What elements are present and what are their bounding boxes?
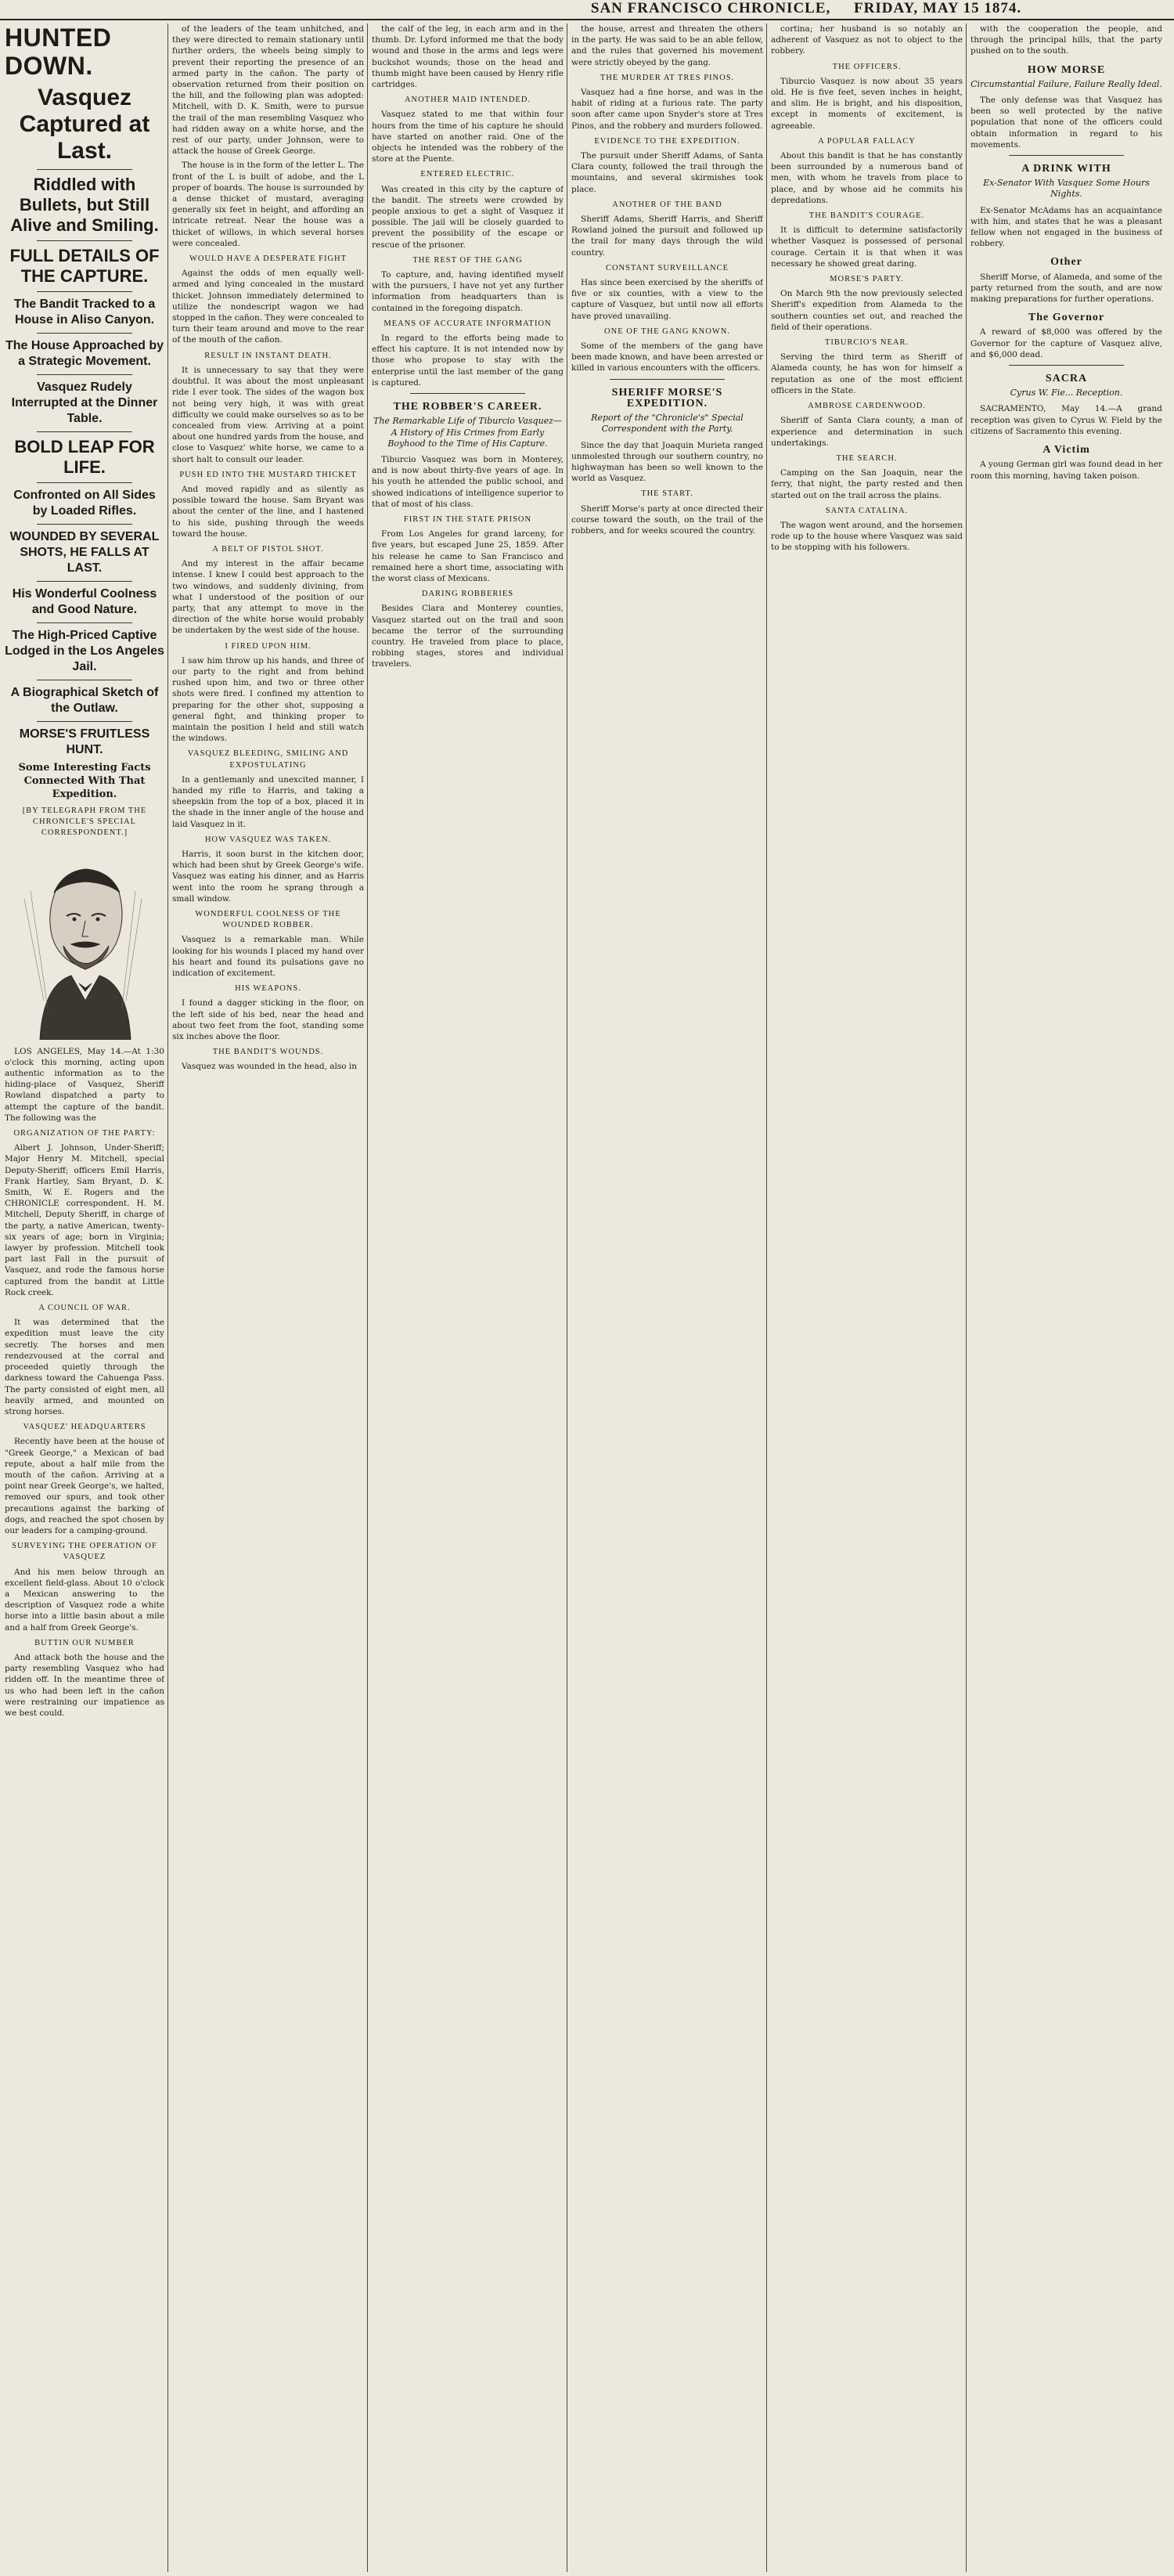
column-2 (172, 23, 364, 2572)
deck-divider (5, 581, 164, 582)
subhead: VASQUEZ' HEADQUARTERS (23, 1423, 146, 1432)
article-title: The Governor (1028, 312, 1105, 324)
article-title: Other (1050, 256, 1082, 269)
deck-divider (5, 431, 164, 432)
subhead: EVIDENCE TO THE EXPEDITION. (594, 136, 740, 146)
paragraph: Albert J. Johnson, Under-Sheriff; Major Henry M. Mitchell, special Deputy-Sheriff; officers Emil Harris, Frank Hartley, Sam Bryant, D. K. Smith, W. E. Rogers and the CHRONICLE correspondent. H. M. Mitchell, Deputy Sheriff, in charge of the party, a native American, twenty-six years of age; born in Virginia; lawyer by profession. Mitchell took part last Fall in the pursuit of Vasquez, and rode the famous horse captured from the bandit at Little Rock creek. (5, 1143, 164, 1297)
column-rule (766, 23, 767, 2572)
paragraph: I found a dagger sticking in the floor, on the left side of his bed, near the head and about two feet from the foot, standing some six inches above the floor. (172, 998, 364, 1042)
subhead: SANTA CATALINA. (825, 506, 909, 515)
subhead: HIS WEAPONS. (235, 984, 301, 994)
subhead: RESULT IN INSTANT DEATH. (204, 351, 332, 360)
subhead: WOULD HAVE A DESPERATE FIGHT (189, 254, 348, 264)
paragraph: And attack both the house and the party resembling Vasquez who had ridden off. In the meantime three of us who had been left in the cañon were restraining our impatience as we best could. (5, 1652, 164, 1718)
paragraph: Camping on the San Joaquin, near the ferry, that night, the party rested and then started out on the trail across the plains. (771, 468, 963, 500)
headline-deck: The Bandit Tracked to a House in Aliso Canyon. (13, 298, 156, 327)
main-headline: HUNTED DOWN. (5, 23, 112, 80)
article-deck: Report of the "Chronicle's" Special Correspondent with the Party. (591, 413, 744, 435)
section-headline: MORSE'S FRUITLESS HUNT. (19, 727, 150, 756)
paragraph: Has since been exercised by the sheriffs of five or six counties, with a view to the capture of Vasquez, but until now all efforts have proved unavailing. (571, 278, 763, 321)
paragraph: Vasquez is a remarkable man. While looking for his wounds I placed my hand over his heart and found its pulsations gave no indication of excitement. (172, 935, 364, 979)
subhead: CONSTANT SURVEILLANCE (605, 263, 729, 272)
paragraph: The wagon went around, and the horsemen rode up to the house where Vasquez was said to be stopping with his followers. (771, 520, 963, 553)
paragraph: The pursuit under Sheriff Adams, of Santa Clara county, followed the trail through the mountains, and several skirmishes took place. (571, 151, 763, 194)
paragraph: It is unnecessary to say that they were doubtful. It was about the most unpleasant ride I ever took. The sides of the wagon box not being very high, it was with great difficulty we could make ourselves so as to be concealed from view. Arriving at a point about one hundred yards from the house, and close to Vasquez' white horse, we came to a short halt to consult our leader. (172, 365, 364, 464)
subhead: SURVEYING THE OPERATION OF VASQUEZ (12, 1542, 157, 1562)
paragraph: the calf of the leg, in each arm and in the thumb. Dr. Lyford informed me that the body wound and those in the arms and legs were buckshot wounds; those on the head and thumb might have been caused by Henry rifle cartridges. (372, 24, 564, 90)
subhead: ANOTHER OF THE BAND (612, 200, 722, 209)
paragraph: About this bandit is that he has constantly been surrounded by a numerous band of men, with whom he travels from place to place, and by whose aid he commits his depredations. (771, 151, 963, 205)
subhead: THE BANDIT'S WOUNDS. (212, 1048, 324, 1057)
article-deck: Cyrus W. Fie... Reception. (1010, 388, 1123, 399)
deck-divider (5, 482, 164, 483)
paragraph: A reward of $8,000 was offered by the Governor for the capture of Vasquez alive, and $6,000 dead. (971, 327, 1162, 359)
paragraph: LOS ANGELES, May 14.—At 1:30 o'clock this morning, acting upon authentic information as to the hiding-place of Vasquez, Sheriff Rowland dispatched a party to attempt the capture of the bandit. The following was the (5, 1046, 164, 1123)
paragraph: Besides Clara and Monterey counties, Vasquez started out on the trail and soon became the terror of the surrounding country. He traveled from place to place, robbing stages, stores and individual travelers. (372, 604, 564, 669)
deck-divider (5, 622, 164, 623)
article-title: A Victim (1043, 444, 1090, 456)
deck-divider (5, 374, 164, 375)
subhead: THE OFFICERS. (832, 62, 902, 71)
article-title: A DRINK WITH (1021, 163, 1111, 175)
headline-deck: Vasquez Captured at Last. (19, 85, 150, 164)
paragraph: To capture, and, having identified myself with the pursuers, I have not yet any further information from headquarters than is contained in the foregoing dispatch. (372, 270, 564, 313)
headline-deck: Confronted on All Sides by Loaded Rifles. (13, 489, 156, 518)
column-3 (372, 23, 564, 2572)
subhead: THE REST OF THE GANG (412, 255, 523, 265)
paragraph: cortina; her husband is so notably an adherent of Vasquez as not to object to the robbery. (771, 24, 963, 56)
article-deck: Ex-Senator With Vasquez Some Hours Nights. (983, 178, 1150, 200)
paragraph: Sheriff Morse, of Alameda, and some of the party returned from the south, and are now making preparations for further operations. (971, 272, 1162, 305)
paragraph: On March 9th the now previously selected Sheriff's expedition from Alameda to the southern counties set out, and reached the field of their operations. (771, 289, 963, 332)
article-title: SACRA (1045, 373, 1088, 385)
column-rule (167, 23, 168, 2572)
paragraph: It is difficult to determine satisfactorily whether Vasquez is possessed of personal courage. Certain it is that when it was necessary he showed great daring. (771, 225, 963, 269)
paragraph: And moved rapidly and as silently as possible toward the house. Sam Bryant was about the center of the line, and I hastened to his side, pushing through the weeds toward the house. (172, 484, 364, 539)
article-title: THE ROBBER'S CAREER. (393, 401, 542, 413)
subhead: ORGANIZATION OF THE PARTY: (13, 1129, 156, 1138)
headline-deck: BOLD LEAP FOR LIFE. (14, 437, 155, 477)
headline-deck: His Wonderful Coolness and Good Nature. (12, 587, 157, 616)
masthead-date: FRIDAY, MAY 15 1874. (854, 0, 1022, 16)
paragraph: the house, arrest and threaten the others in the party. He was said to be an able fellow, and the rules that governed his movement were strictly obeyed by the gang. (571, 24, 763, 67)
subhead: ONE OF THE GANG KNOWN. (604, 327, 730, 336)
masthead-paper-name: SAN FRANCISCO CHRONICLE, (590, 0, 831, 16)
subhead: ANOTHER MAID INTENDED. (404, 96, 531, 105)
paragraph: From Los Angeles for grand larceny, for five years, but escaped June 25, 1859. After his release he came to San Francisco and remained here a short time, associating with the worst class of Mexicans. (372, 529, 564, 583)
subhead: THE START. (641, 489, 693, 499)
subhead: A POPULAR FALLACY (818, 136, 916, 146)
headline-deck: FULL DETAILS OF THE CAPTURE. (9, 246, 160, 286)
paragraph: I saw him throw up his hands, and three of our party to the right and from behind rushed upon him, and two or three other shots were fired. I confined my attention to preparing for the other shot, supposing a general fight, and thinking proper to maintain the position I held and still watch the windows. (172, 655, 364, 744)
article-divider (372, 393, 564, 394)
paragraph: Sheriff Adams, Sheriff Harris, and Sheriff Rowland joined the pursuit and followed up the trail for many days through the wild country. (571, 215, 763, 258)
headline-deck: The House Approached by a Strategic Movement. (5, 339, 164, 368)
headline-deck: Vasquez Rudely Interrupted at the Dinner Table. (11, 381, 158, 425)
column-4 (571, 23, 763, 2572)
subhead: THE BANDIT'S COURAGE. (808, 211, 925, 221)
article-title: SHERIFF MORSE'S EXPEDITION. (611, 386, 723, 409)
headline-deck: Riddled with Bullets, but Still Alive and Smiling. (10, 175, 159, 235)
paragraph: Harris, it soon burst in the kitchen door, which had been shut by Greek George's wife. Vasquez was eating his dinner, and as Harris went into the room he sprang through a small window. (172, 850, 364, 904)
subhead: AMBROSE CARDENWOOD. (808, 402, 926, 411)
article-deck: The Remarkable Life of Tiburcio Vasquez—A History of His Crimes from Early Boyhood to the Time of His Capture. (373, 416, 562, 449)
subhead: A COUNCIL OF WAR. (38, 1304, 131, 1313)
paragraph: SACRAMENTO, May 14.—A grand reception was given to Cyrus W. Field by the citizens of Sacramento this evening. (971, 404, 1162, 436)
paragraph: Against the odds of men equally well-armed and lying concealed in the mustard thicket. Johnson immediately determined to utilize the nondescript wagon we had stopped in the cañon. They were concealed to turn their team around and move to the rear of the mouth of the cañon. (172, 269, 364, 345)
subhead: BUTTIN OUR NUMBER (34, 1638, 135, 1647)
deck-divider (5, 169, 164, 170)
paragraph: of the leaders of the team unhitched, and they were directed to remain stationary until further orders, the wheels being simply to prevent their reporting the presence of an armed party in the cañon. The party of observation returned from their position on the hill, and the following plan was adopted: Mitchell, with D. K. Smith, were to pursue the trail of the man resembling Vasquez who had ridden away on a white horse, and the rest of our party, under Johnson, were to attack the house of Greek George. (172, 24, 364, 157)
byline: [BY TELEGRAPH FROM THE CHRONICLE'S SPECIAL CORRESPONDENT.] (22, 806, 147, 838)
section-deck: Some Interesting Facts Connected With That Expedition. (18, 762, 151, 800)
paragraph: with the cooperation the people, and through the principal hills, that the party pushed on to the south. (971, 24, 1162, 56)
deck-divider (5, 240, 164, 241)
subhead: MEANS OF ACCURATE INFORMATION (384, 319, 552, 328)
column-5 (771, 23, 963, 2572)
vasquez-portrait-engraving (9, 844, 161, 1040)
subhead: I FIRED UPON HIM. (225, 641, 312, 651)
column-1 (5, 23, 164, 2572)
headline-deck: The High-Priced Captive Lodged in the Los Angeles Jail. (5, 629, 164, 673)
column-6 (971, 23, 1162, 2572)
article-title: HOW MORSE (1027, 63, 1106, 76)
headline-deck: A Biographical Sketch of the Outlaw. (10, 686, 159, 715)
paragraph: Was created in this city by the capture of the bandit. The streets were crowded by people anxious to get a sight of Vasquez if possible. The jail will be closely guarded to prevent the possibility of the escape or rescue of the prisoner. (372, 184, 564, 250)
paragraph: Recently have been at the house of "Greek George," a Mexican of bad repute, about a half mile from the mouth of the cañon. Arriving at a point near Greek George's, we halted, removed our spurs, and took other precautions against the barking of dogs, and reached the spot chosen by our leaders for a camping-ground. (5, 1437, 164, 1535)
paragraph: Ex-Senator McAdams has an acquaintance with him, and states that he was a pleasant fellow when not engaged in the business of robbery. (971, 205, 1162, 249)
paragraph: Serving the third term as Sheriff of Alameda county, he has won for himself a reputation as one of the most efficient officers in the State. (771, 352, 963, 395)
paragraph: Sheriff of Santa Clara county, a man of experience and determination in such undertakings. (771, 416, 963, 448)
subhead: A BELT OF PISTOL SHOT. (212, 544, 324, 554)
subhead: TIBURCIO'S NEAR. (824, 338, 909, 348)
paragraph: And my interest in the affair became intense. I knew I could best approach to the two windows, and suddenly divining, from what I understood of the position of our party, that any attempt to move in the direction of the white horse would probably be undertaken by the west side of the house. (172, 559, 364, 636)
column-rule (966, 23, 967, 2572)
paragraph: Since the day that Joaquin Murieta ranged unmolested through our southern country, no highwayman has been so well known to the world as Vasquez. (571, 440, 763, 484)
column-rule (367, 23, 368, 2572)
paragraph: The house is in the form of the letter L. The front of the L is built of adobe, and the L proper of boards. The house is surrounded by a dense thicket of mustard, averaging generally six feet in height, and affording an intricate retreat. Near the house was a thicket of willows, in which several horses were concealed. (172, 161, 364, 248)
subhead: PUSH ED INTO THE MUSTARD THICKET (179, 470, 357, 479)
article-deck: Circumstantial Failure, Failure Really Ideal. (971, 78, 1162, 89)
paragraph: Vasquez had a fine horse, and was in the habit of riding at a furious rate. The party soon after came upon Snyder's store at Tres Pinos, and the robbery and murders followed. (571, 88, 763, 131)
subhead: FIRST IN THE STATE PRISON (403, 514, 532, 524)
masthead (438, 0, 1174, 17)
paragraph: It was determined that the expedition must leave the city secretly. The horses and men rendezvoused at the corral and proceeded quietly through the darkness toward the Cahuenga Pass. The party consisted of eight men, all heavily armed, and mounted on strong horses. (5, 1318, 164, 1416)
article-divider (571, 379, 763, 380)
subhead: THE SEARCH. (836, 453, 898, 463)
subhead: WONDERFUL COOLNESS OF THE WOUNDED ROBBER. (195, 910, 341, 930)
paragraph: Tiburcio Vasquez was born in Monterey, and is now about thirty-five years of age. In his youth he attended the public school, and showed indications of intelligence superior to that of most of his class. (372, 454, 564, 509)
paragraph: In regard to the efforts being made to effect his capture. It is not intended now by those who propose to stay with the enterprise until the last member of the gang is captured. (372, 334, 564, 388)
headline-deck: WOUNDED BY SEVERAL SHOTS, HE FALLS AT LAST. (9, 530, 160, 575)
deck-divider (5, 291, 164, 292)
deck-divider (5, 721, 164, 722)
paragraph: Vasquez stated to me that within four hours from the time of his capture he should have started on another raid. One of the objects he intended was the robbery of the store at the Puente. (372, 110, 564, 164)
paragraph: Tiburcio Vasquez is now about 35 years old. He is five feet, seven inches in height, and slim. He is bright, and his disposition, except in moments of excitement, is agreeable. (771, 76, 963, 131)
subhead: DARING ROBBERIES (421, 590, 514, 599)
paragraph: The only defense was that Vasquez has been so well protected by the native population that none of the officers could obtain information in regard to his movements. (971, 96, 1162, 150)
paragraph: Sheriff Morse's party at once directed their course toward the south, on the trail of the robbers, and for weeks scoured the country. (571, 503, 763, 536)
deck-divider (5, 333, 164, 334)
subhead: THE MURDER AT TRES PINOS. (600, 73, 735, 82)
subhead: ENTERED ELECTRIC. (420, 170, 515, 179)
subhead: MORSE'S PARTY. (830, 275, 904, 284)
paragraph: A young German girl was found dead in her room this morning, having taken poison. (971, 460, 1162, 481)
subhead: HOW VASQUEZ WAS TAKEN. (204, 835, 332, 844)
masthead-rule (0, 19, 1174, 20)
paragraph: In a gentlemanly and unexcited manner, I handed my rifle to Harris, and taking a sheepskin from the top of a box, placed it in the shade in the inner angle of the house and laid Vasquez in it. (172, 774, 364, 829)
deck-divider (5, 524, 164, 525)
article-divider (971, 155, 1162, 156)
article-divider (971, 365, 1162, 366)
subhead: VASQUEZ BLEEDING, SMILING AND EXPOSTULATING (187, 749, 349, 770)
paragraph: And his men below through an excellent field-glass. About 10 o'clock a Mexican answering to the description of Vasquez rode a white horse into a little basin about a mile and a half from Greek George's. (5, 1567, 164, 1633)
paragraph: Some of the members of the gang have been made known, and have been arrested or killed in various encounters with the officers. (571, 341, 763, 373)
paragraph: Vasquez was wounded in the head, also in (182, 1062, 358, 1072)
